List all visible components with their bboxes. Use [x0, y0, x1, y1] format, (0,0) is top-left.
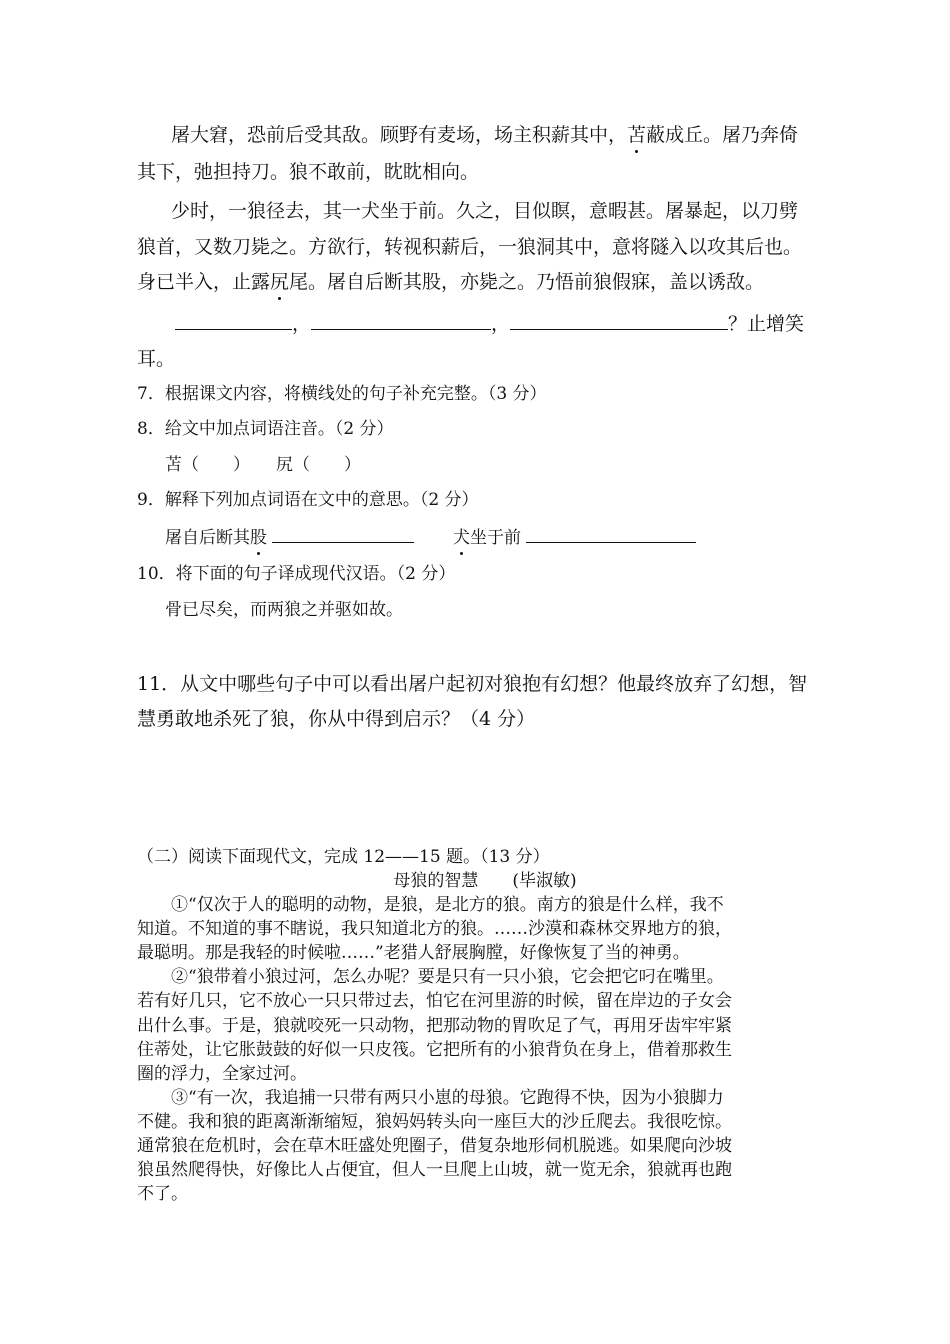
question-11: 11．从文中哪些句子中可以看出屠户起初对狼抱有幻想？他最终放弃了幻想，智 [137, 673, 808, 695]
text: 尾。屠自后断其股，亦毙之。乃悟前狼假寐，盖以诱敌。 [289, 271, 765, 293]
article-line: ③“有一次，我追捕一只带有两只小崽的母狼。它跑得不快，因为小狼脚力 [137, 1087, 724, 1108]
answer-blank[interactable] [311, 311, 491, 330]
article-line: 住蒂处，让它胀鼓鼓的好似一只皮筏。它把所有的小狼背负在身上，借着那救生 [137, 1039, 732, 1060]
article-line: 不了。 [137, 1184, 188, 1205]
article-line: 狼虽然爬得快，好像比人占便宜，但人一旦爬上山坡，就一览无余，狼就再也跑 [137, 1160, 732, 1181]
article-line: 知道。不知道的事不瞎说，我只知道北方的狼。……沙漠和森林交界地方的狼， [137, 919, 732, 940]
passage-line [171, 123, 798, 147]
question-10-sentence: 骨已尽矣，而两狼之并驱如故。 [165, 600, 403, 620]
article-line: 最聪明。那是我轻的时候啦……”老猎人舒展胸膛，好像恢复了当的神勇。 [137, 943, 690, 964]
passage-line: 少时，一狼径去，其一犬坐于前。久之，目似瞑，意暇甚。屠暴起，以刀劈 [171, 200, 799, 222]
dotted-word: 苫 [627, 124, 647, 146]
question-8-item: 苫（ ） [165, 455, 250, 475]
text: ， [292, 313, 312, 335]
answer-blank[interactable] [272, 524, 414, 543]
text: 身已半入，止露 [137, 271, 271, 293]
article-line: ②“狼带着小狼过河，怎么办呢？要是只有一只小狼，它会把它叼在嘴里。 [137, 967, 724, 988]
section-heading: （二）阅读下面现代文，完成 12——15 题。（13 分） [137, 847, 550, 867]
answer-blank[interactable] [510, 311, 728, 330]
question-9-item [453, 524, 696, 549]
article-line: 若有好几只，它不放心一只只带过去，怕它在河里游的时候，留在岸边的子女会 [137, 991, 732, 1012]
article-title: 母狼的智慧 (毕淑敏) [393, 871, 577, 891]
text: 屠自后断其 [165, 528, 250, 548]
text: 屠大窘，恐前后受其敌。顾野有麦场，场主积薪其中， [171, 124, 628, 146]
text: ？止增笑 [728, 313, 805, 335]
passage-line: 耳。 [137, 348, 176, 370]
article-line: 不健。我和狼的距离渐渐缩短，狼妈妈转头向一座巨大的沙丘爬去。我很吃惊。 [137, 1111, 732, 1132]
passage-line: 其下，弛担持刀。狼不敢前，眈眈相向。 [137, 161, 480, 183]
question-9-item [165, 524, 414, 549]
dotted-word: 股 [250, 528, 267, 548]
article-line: 圈的浮力，全家过河。 [137, 1063, 307, 1084]
article-line: 通常狼在危机时，会在草木旺盛处兜圈子，借复杂地形伺机脱逃。如果爬向沙坡 [137, 1136, 732, 1156]
question-10: 10．将下面的句子译成现代汉语。（2 分） [137, 564, 456, 584]
article-line: 出什么事。于是，狼就咬死一只动物，把那动物的胃吹足了气，再用牙齿牢牢紧 [137, 1015, 732, 1036]
answer-blank[interactable] [526, 524, 696, 543]
text: ， [491, 313, 511, 335]
question-7: 7．根据课文内容，将横线处的句子补充完整。（3 分） [137, 384, 547, 404]
dotted-word: 尻 [270, 271, 290, 293]
dotted-word: 犬 [453, 528, 470, 548]
passage-line: 狼首，又数刀毙之。方欲行，转视积薪后，一狼洞其中，意将隧入以攻其后也。 [137, 236, 803, 258]
question-8-item: 尻（ ） [276, 455, 361, 475]
question-8: 8．给文中加点词语注音。（2 分） [137, 419, 394, 439]
article-line: ①“仅次于人的聪明的动物，是狼，是北方的狼。南方的狼是什么样，我不 [137, 895, 724, 915]
answer-blank[interactable] [175, 311, 292, 330]
question-9: 9．解释下列加点词语在文中的意思。（2 分） [137, 490, 479, 510]
question-11: 慧勇敢地杀死了狼，你从中得到启示？（4 分） [137, 708, 536, 730]
fill-in-line [175, 311, 804, 336]
text: 坐于前 [470, 528, 521, 548]
text: 蔽成丘。屠乃奔倚 [646, 124, 799, 146]
passage-line [137, 270, 764, 294]
